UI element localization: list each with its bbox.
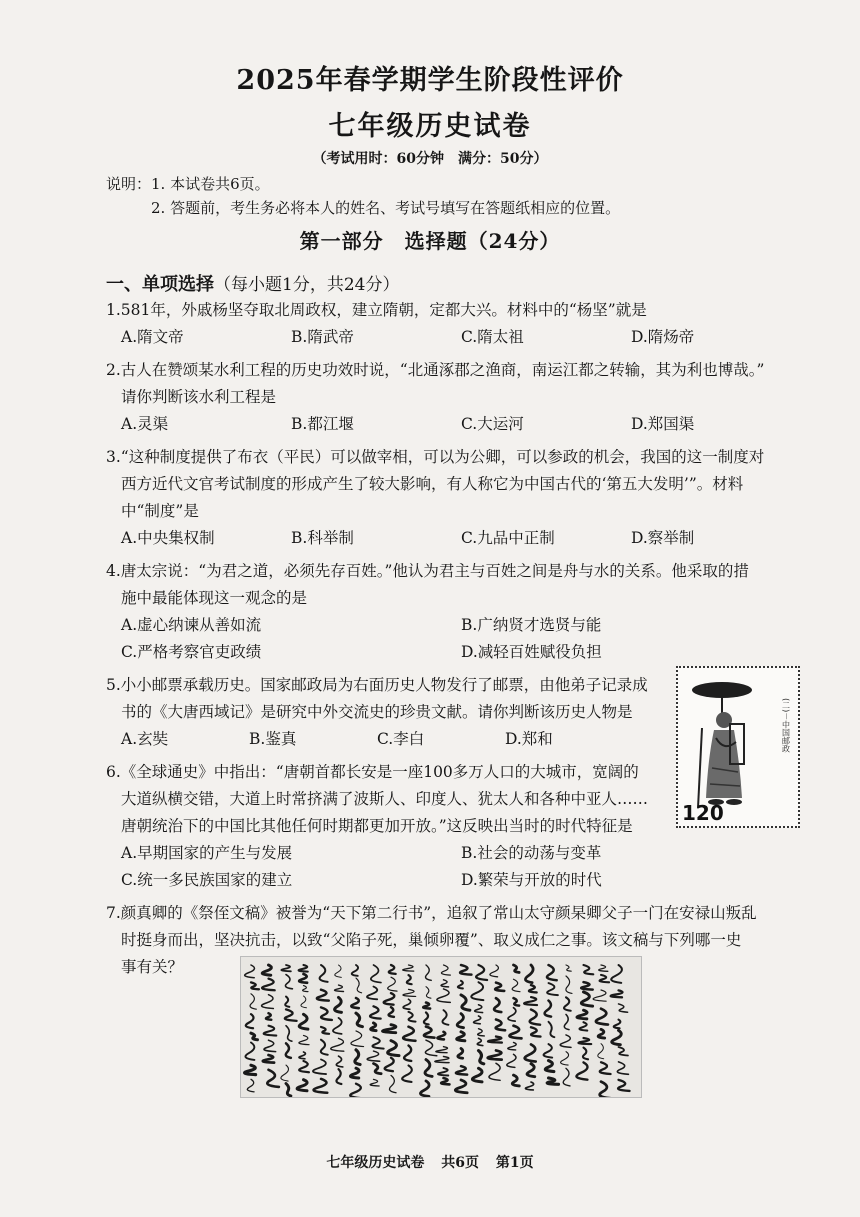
question-stem: 5.小小邮票承载历史。国家邮政局为右面历史人物发行了邮票，由他弟子记录成: [106, 676, 648, 694]
question-stem-block: [106, 357, 806, 411]
option-row: [106, 726, 666, 753]
option-row: [106, 411, 806, 438]
question-stem-block: [106, 444, 806, 525]
option-d: D.隋炀帝: [631, 328, 695, 346]
question-stem-block: [106, 672, 666, 726]
question-2: [106, 357, 806, 438]
footer-subject: 七年级历史试卷: [326, 1155, 425, 1171]
option-b: B.科举制: [291, 529, 354, 547]
option-d: D.郑和: [505, 730, 553, 748]
option-row: [106, 525, 806, 552]
instruction-1: 说明：1. 本试卷共6页。: [106, 175, 270, 193]
exam-time-score: （考试用时：60分钟 满分：50分）: [312, 151, 548, 167]
question-stem-cont: 书的《大唐西域记》是研究中外交流史的珍贵文献。请你判断该历史人物是: [121, 703, 633, 721]
option-c: C.大运河: [461, 415, 524, 433]
option-c: C.严格考察官吏政绩: [121, 643, 262, 661]
option-b: B.广纳贤才选贤与能: [461, 616, 602, 634]
question-stem-cont: 大道纵横交错，大道上时常挤满了波斯人、印度人、犹太人和各种中亚人……: [121, 790, 649, 808]
option-a: A.中央集权制: [121, 529, 215, 547]
question-stem-cont: 请你判断该水利工程是: [121, 388, 277, 406]
option-b: B.鉴真: [249, 730, 297, 748]
question-stem-cont: 西方近代文官考试制度的形成产生了较大影响，有人称它为中国古代的‘第五大发明’”。材料: [121, 475, 744, 493]
stamp-image: [676, 666, 800, 828]
calligraphy-image: [240, 956, 642, 1098]
part-title: 第一部分 选择题（24分）: [299, 229, 561, 253]
stamp-caption: (二)－中国邮政: [781, 698, 791, 753]
question-list: [106, 297, 806, 987]
question-stem-block: [106, 759, 666, 840]
option-c: C.九品中正制: [461, 529, 555, 547]
option-c: C.隋太祖: [461, 328, 524, 346]
option-d: D.察举制: [631, 529, 695, 547]
question-stem: 7.颜真卿的《祭侄文稿》被誉为“天下第二行书”，追叙了常山太守颜杲卿父子一门在安禄山叛乱: [106, 904, 757, 922]
question-stem-block: [106, 558, 806, 612]
section-label: 一、单项选择: [106, 274, 214, 295]
instructions: [106, 172, 620, 220]
question-stem: 6.《全球通史》中指出：“唐朝首都长安是一座100多万人口的大城市，宽阔的: [106, 763, 639, 781]
section-heading: [106, 270, 399, 296]
option-a: A.灵渠: [121, 415, 169, 433]
section-note: （每小题1分，共24分）: [214, 275, 400, 295]
question-stem: 2.古人在赞颂某水利工程的历史功效时说，“北通涿郡之渔商，南运江都之转输，其为利也博哉。”: [106, 361, 765, 379]
question-stem: 3.“这种制度提供了布衣（平民）可以做宰相，可以为公卿，可以参政的机会，我国的这一制度对: [106, 448, 765, 466]
option-row: [106, 840, 806, 867]
exam-subtitle: 七年级历史试卷: [328, 111, 532, 142]
question-stem-cont: 时挺身而出，坚决抗击，以致“父陷子死，巢倾卵覆”、取义成仁之事。该文稿与下列哪一史: [121, 931, 742, 949]
option-a: A.玄奘: [121, 730, 169, 748]
option-c: C.统一多民族国家的建立: [121, 871, 293, 889]
option-b: B.隋武帝: [291, 328, 354, 346]
footer-page-number: 第1页: [495, 1155, 534, 1171]
option-c: C.李白: [377, 730, 425, 748]
option-row: [106, 867, 806, 894]
instruction-2: 2. 答题前，考生务必将本人的姓名、考试号填写在答题纸相应的位置。: [151, 199, 621, 217]
question-stem-cont2: 事有关？: [121, 958, 184, 976]
question-stem-cont2: 唐朝统治下的中国比其他任何时期都更加开放。”这反映出当时的时代特征是: [121, 817, 633, 835]
option-row: [106, 639, 806, 666]
option-b: B.都江堰: [291, 415, 354, 433]
option-b: B.社会的动荡与变革: [461, 844, 602, 862]
option-a: A.隋文帝: [121, 328, 184, 346]
option-d: D.繁荣与开放的时代: [461, 871, 602, 889]
exam-title: 2025年春学期学生阶段性评价: [236, 65, 624, 96]
question-stem-cont: 施中最能体现这一观念的是: [121, 589, 308, 607]
option-row: [106, 612, 806, 639]
option-row: [106, 324, 806, 351]
question-stem: 1.581年，外戚杨坚夺取北周政权，建立隋朝，定都大兴。材料中的“杨坚”就是: [106, 301, 647, 319]
option-d: D.减轻百姓赋役负担: [461, 643, 602, 661]
question-5: [106, 672, 666, 753]
question-4: [106, 558, 806, 666]
question-1: [106, 297, 806, 351]
question-3: [106, 444, 806, 552]
question-stem-cont2: 中“制度”是: [121, 502, 199, 520]
option-a: A.早期国家的产生与发展: [121, 844, 293, 862]
option-d: D.郑国渠: [631, 415, 695, 433]
calligraphy-manuscript-icon: [241, 957, 641, 1097]
question-stem: 4.唐太宗说：“为君之道，必须先存百姓。”他认为君主与百姓之间是舟与水的关系。他采取的措: [106, 562, 749, 580]
page-footer: [0, 1152, 860, 1172]
stamp-xuanzang-figure-icon: [678, 668, 798, 826]
stamp-value: 120: [682, 801, 724, 825]
option-a: A.虚心纳谏从善如流: [121, 616, 262, 634]
footer-total-pages: 共6页: [441, 1155, 479, 1171]
